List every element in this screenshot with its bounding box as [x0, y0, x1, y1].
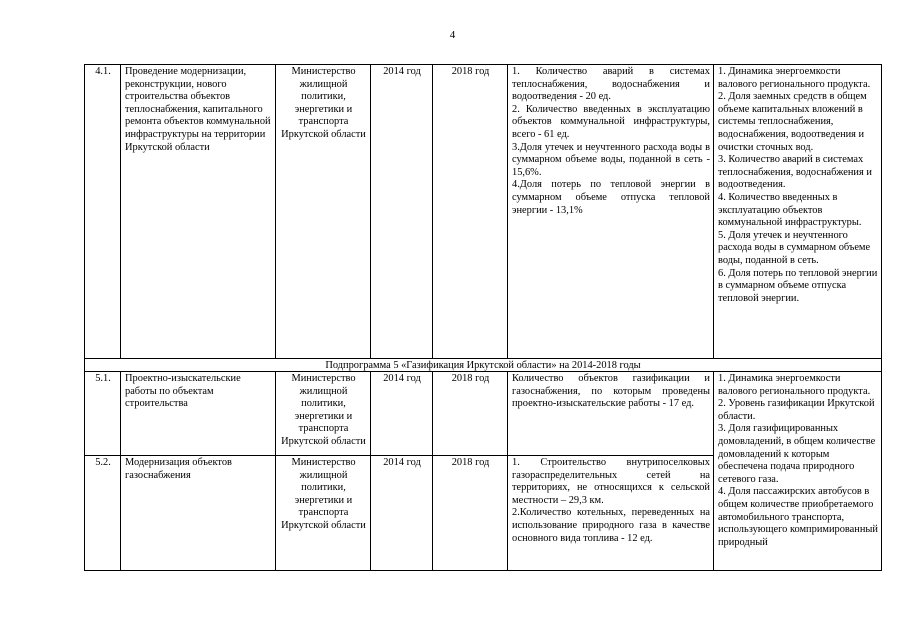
indicator-item: 2. Доля заемных средств в общем объеме капитальных вложений в системы теплоснабжения, водоснабжения, водоотведения и очистки сточных вод.: [718, 91, 867, 153]
result-item: Количество объектов газификации и газоснабжения, по которым проведены проектно-изыскательские работы - 17 ед.: [512, 373, 710, 410]
expected-results: [508, 456, 714, 571]
target-indicators: [714, 65, 882, 359]
row-number: 4.1.: [85, 65, 121, 359]
target-indicators: [714, 372, 882, 571]
table-row-5-1: [85, 372, 882, 456]
result-item: 1. Строительство внутрипоселковых газораспределительных сетей на территориях, не относящихся к сельской местности – 29,3 км.: [512, 457, 710, 506]
indicator-item: 1. Динамика энергоемкости валового регионального продукта.: [718, 66, 871, 90]
executor: Министерство жилищной политики, энергетики и транспорта Иркутской области: [276, 372, 371, 456]
result-item: 4.Доля потерь по тепловой энергии в суммарном объеме отпуска тепловой энергии - 13,1%: [512, 179, 710, 216]
table-row-4-1: [85, 65, 882, 359]
start-year: 2014 год: [371, 372, 433, 456]
expected-results: [508, 65, 714, 359]
end-year: 2018 год: [433, 456, 508, 571]
indicator-item: 2. Уровень газификации Иркутской области.: [718, 398, 875, 422]
result-item: 3.Доля утечек и неучтенного расхода воды в суммарном объеме воды, поданной в сеть - 15,6%.: [512, 141, 710, 178]
indicator-item: 4. Доля пассажирских автобусов в общем количестве приобретаемого автомобильного транспорта, использующего компримированный природный: [718, 486, 878, 548]
executor: Министерство жилищной политики, энергетики и транспорта Иркутской области: [276, 456, 371, 571]
subprogram-title: Подпрограмма 5 «Газификация Иркутской области» на 2014-2018 годы: [85, 359, 882, 372]
measures-table: [84, 64, 882, 571]
end-year: 2018 год: [433, 372, 508, 456]
result-item: 2. Количество введенных в эксплуатацию объектов коммунальной инфраструктуры, всего - 61 ед.: [512, 103, 710, 140]
executor: Министерство жилищной политики, энергетики и транспорта Иркутской области: [276, 65, 371, 359]
start-year: 2014 год: [371, 65, 433, 359]
event-name: Проведение модернизации, реконструкции, нового строительства объектов теплоснабжения, капитального ремонта объектов коммунальной инфраструктуры на территории Иркутской области: [121, 65, 276, 359]
subprogram-header-row: [85, 359, 882, 372]
indicator-item: 6. Доля потерь по тепловой энергии в суммарном объеме отпуска тепловой энергии.: [718, 267, 878, 304]
start-year: 2014 год: [371, 456, 433, 571]
indicator-item: 3. Количество аварий в системах теплоснабжения, водоснабжения и водоотведения.: [718, 154, 872, 191]
indicator-item: 4. Количество введенных в эксплуатацию объектов коммунальной инфраструктуры.: [718, 191, 862, 229]
indicator-item: 1. Динамика энергоемкости валового регионального продукта.: [718, 373, 871, 397]
expected-results: [508, 372, 714, 456]
row-number: 5.2.: [85, 456, 121, 571]
result-item: 2.Количество котельных, переведенных на использование природного газа в качестве основного вида топлива - 12 ед.: [512, 507, 710, 544]
page-number: 4: [449, 29, 456, 41]
event-name: Модернизация объектов газоснабжения: [121, 456, 276, 571]
event-name: Проектно-изыскательские работы по объектам строительства: [121, 372, 276, 456]
indicator-item: 5. Доля утечек и неучтенного расхода воды в суммарном объеме воды, поданной в сеть.: [718, 229, 871, 266]
row-number: 5.1.: [85, 372, 121, 456]
result-item: 1. Количество аварий в системах теплоснабжения, водоснабжения и водоотведения - 20 ед.: [512, 66, 710, 103]
indicator-item: 3. Доля газифицированных домовладений, в общем количестве домовладений к которым обеспечена подача природного сетевого газа.: [718, 423, 876, 485]
end-year: 2018 год: [433, 65, 508, 359]
